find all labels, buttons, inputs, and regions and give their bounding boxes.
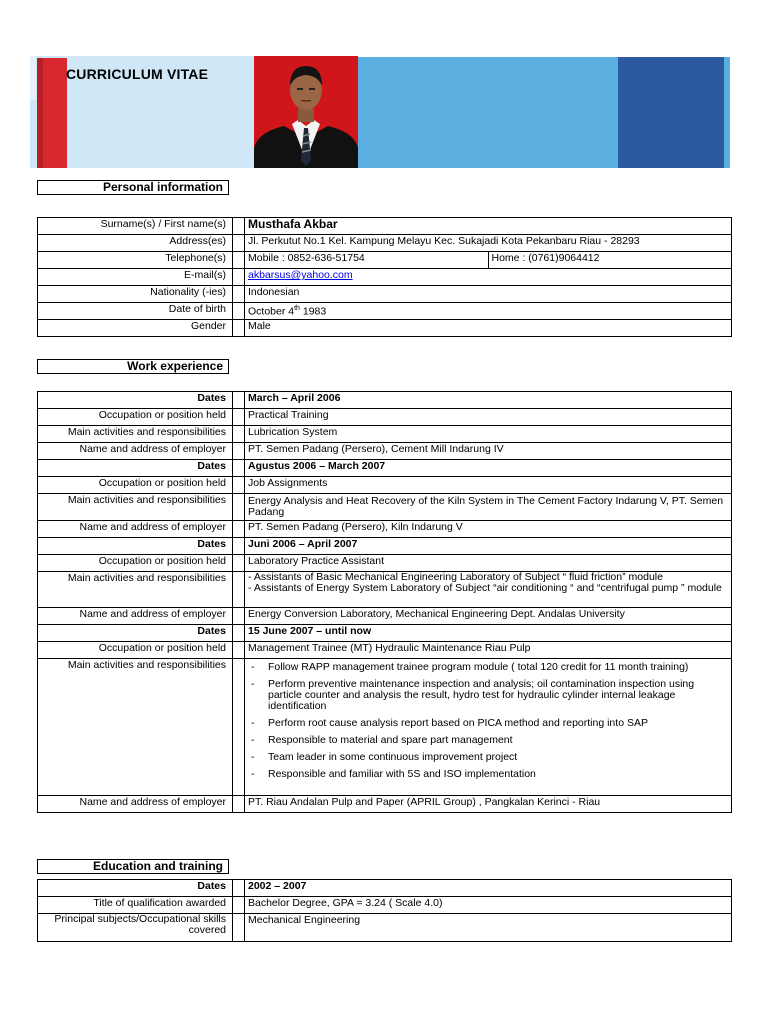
- activity-line: - Assistants of Basic Mechanical Engineering Laboratory of Subject “ fluid friction” module: [248, 571, 663, 583]
- table-row: [38, 235, 732, 252]
- job-employer: Energy Conversion Laboratory, Mechanical Engineering Dept. Andalas University: [245, 608, 732, 625]
- table-row: [38, 460, 732, 477]
- mobile-phone-value: Mobile : 0852-636-51754: [245, 252, 489, 269]
- table-row: [38, 796, 732, 813]
- section-title: Education and training: [92, 859, 223, 873]
- row-label: Dates: [38, 538, 233, 555]
- section-education-training: [37, 859, 229, 874]
- job-dates: 15 June 2007 – until now: [245, 625, 732, 642]
- row-label: Dates: [38, 625, 233, 642]
- nationality-value: Indonesian: [245, 286, 732, 303]
- activity-list: [248, 662, 728, 780]
- table-row: [38, 252, 732, 269]
- job-employer: PT. Semen Padang (Persero), Cement Mill Indarung IV: [245, 443, 732, 460]
- education-dates: 2002 – 2007: [245, 880, 732, 897]
- row-label: Main activities and responsibilities: [38, 426, 233, 443]
- row-label: Dates: [38, 880, 233, 897]
- gender-value: Male: [245, 320, 732, 337]
- email-link[interactable]: akbarsus@yahoo.com: [248, 269, 353, 281]
- table-row: [38, 914, 732, 942]
- name-value: Musthafa Akbar: [245, 218, 732, 235]
- list-item: - Responsible and familiar with 5S and ISO implementation: [248, 769, 728, 780]
- job-occupation: Laboratory Practice Assistant: [245, 555, 732, 572]
- job-employer: PT. Semen Padang (Persero), Kiln Indarung V: [245, 521, 732, 538]
- row-label: Occupation or position held: [38, 477, 233, 494]
- job-dates: March – April 2006: [245, 392, 732, 409]
- table-row: [38, 286, 732, 303]
- row-label: Main activities and responsibilities: [38, 572, 233, 608]
- table-row: [38, 392, 732, 409]
- list-item: - Perform preventive maintenance inspection and analysis; oil contamination inspection using particle counter and analysis the result, hydro test for hydraulic cylinder internal leakage identification: [248, 679, 728, 712]
- header-banner-edge: [724, 57, 730, 168]
- row-label: Title of qualification awarded: [38, 897, 233, 914]
- section-work-experience: [37, 359, 229, 374]
- table-row: [38, 494, 732, 521]
- table-row: [38, 477, 732, 494]
- document-title: CURRICULUM VITAE: [66, 66, 209, 82]
- row-label: Date of birth: [38, 303, 233, 320]
- table-row: [38, 897, 732, 914]
- list-item: - Follow RAPP management trainee program module ( total 120 credit for 11 month training): [248, 662, 728, 673]
- row-label: Occupation or position held: [38, 409, 233, 426]
- section-title: Personal information: [102, 180, 223, 194]
- header-banner-red-shade: [37, 58, 43, 168]
- job-activities: Energy Analysis and Heat Recovery of the Kiln System in The Cement Factory Indarung V, PT. Semen Padang: [245, 494, 732, 521]
- header-banner-blue: [358, 57, 618, 168]
- qualification-value: Bachelor Degree, GPA = 3.24 ( Scale 4.0): [245, 897, 732, 914]
- row-label: Dates: [38, 460, 233, 477]
- table-row: [38, 538, 732, 555]
- activity-line: - Assistants of Energy System Laboratory of Subject “air conditioning “ and “centrifugal pump ” module: [248, 582, 722, 594]
- work-experience-table: [37, 391, 732, 813]
- row-label: Name and address of employer: [38, 608, 233, 625]
- table-row: [38, 659, 732, 796]
- table-row: [38, 320, 732, 337]
- section-personal-information: [37, 180, 229, 195]
- job-activities: [245, 572, 732, 608]
- list-item: - Team leader in some continuous improvement project: [248, 752, 728, 763]
- profile-photo: [254, 56, 358, 168]
- row-label: Principal subjects/Occupational skills covered: [38, 914, 233, 942]
- job-dates: Agustus 2006 – March 2007: [245, 460, 732, 477]
- row-label: Telephone(s): [38, 252, 233, 269]
- table-row: [38, 572, 732, 608]
- row-label: Gender: [38, 320, 233, 337]
- subjects-value: Mechanical Engineering: [245, 914, 732, 942]
- address-value: Jl. Perkutut No.1 Kel. Kampung Melayu Kec. Sukajadi Kota Pekanbaru Riau - 28293: [245, 235, 732, 252]
- row-label: Address(es): [38, 235, 233, 252]
- row-label: Surname(s) / First name(s): [38, 218, 233, 235]
- row-label: Main activities and responsibilities: [38, 659, 233, 796]
- table-row: [38, 555, 732, 572]
- row-label: Name and address of employer: [38, 521, 233, 538]
- job-activities: Lubrication System: [245, 426, 732, 443]
- table-row: [38, 642, 732, 659]
- personal-info-table: [37, 217, 732, 337]
- table-row: [38, 880, 732, 897]
- date-of-birth-value: October 4th 1983: [245, 303, 732, 320]
- row-label: Nationality (-ies): [38, 286, 233, 303]
- table-row: [38, 409, 732, 426]
- header-banner-strip: [30, 56, 36, 100]
- row-label: Occupation or position held: [38, 642, 233, 659]
- job-occupation: Management Trainee (MT) Hydraulic Maintenance Riau Pulp: [245, 642, 732, 659]
- row-label: E-mail(s): [38, 269, 233, 286]
- table-row: [38, 303, 732, 320]
- job-dates: Juni 2006 – April 2007: [245, 538, 732, 555]
- table-row: [38, 608, 732, 625]
- row-label: Occupation or position held: [38, 555, 233, 572]
- row-label: Dates: [38, 392, 233, 409]
- header-banner-dark-blue: [618, 57, 726, 168]
- education-table: [37, 879, 732, 942]
- list-item: - Perform root cause analysis report based on PICA method and reporting into SAP: [248, 718, 728, 729]
- section-title: Work experience: [127, 359, 223, 373]
- job-employer: PT. Riau Andalan Pulp and Paper (APRIL Group) , Pangkalan Kerinci - Riau: [245, 796, 732, 813]
- row-label: Name and address of employer: [38, 443, 233, 460]
- job-occupation: Job Assignments: [245, 477, 732, 494]
- table-row: [38, 625, 732, 642]
- row-label: Main activities and responsibilities: [38, 494, 233, 521]
- table-row: [38, 521, 732, 538]
- table-row: [38, 426, 732, 443]
- table-row: [38, 218, 732, 235]
- table-row: [38, 269, 732, 286]
- home-phone-value: Home : (0761)9064412: [488, 252, 732, 269]
- job-activities: [245, 659, 732, 796]
- job-occupation: Practical Training: [245, 409, 732, 426]
- table-row: [38, 443, 732, 460]
- row-label: Name and address of employer: [38, 796, 233, 813]
- list-item: - Responsible to material and spare part management: [248, 735, 728, 746]
